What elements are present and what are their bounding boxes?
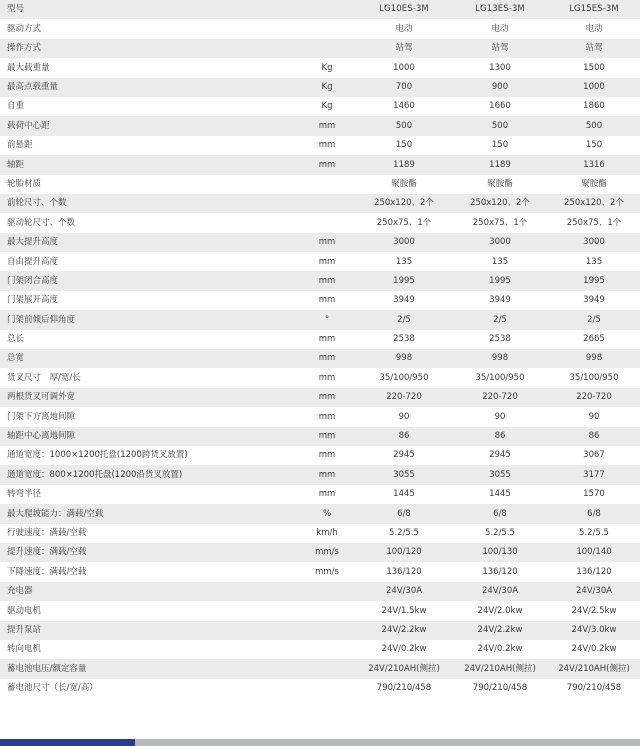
spec-label: 门架闭合高度 [0,271,298,290]
spec-row [0,175,640,194]
spec-unit [298,640,356,659]
spec-unit: mm [298,291,356,310]
spec-value: 3000 [452,233,548,252]
spec-value: 站驾 [548,39,640,58]
spec-row [0,562,640,581]
spec-value: 站驾 [452,39,548,58]
spec-value: 2538 [356,330,452,349]
spec-row [0,407,640,426]
spec-row [0,194,640,213]
spec-value: 500 [548,116,640,135]
spec-unit [298,39,356,58]
spec-label: 总宽 [0,349,298,368]
spec-value: 6/8 [452,504,548,523]
spec-label: 转向电机 [0,640,298,659]
spec-value: 998 [356,349,452,368]
spec-unit: mm [298,368,356,387]
spec-value: 150 [452,136,548,155]
spec-value: 24V/210AH(侧拉) [548,659,640,678]
spec-value: 1460 [356,97,452,116]
spec-unit: Kg [298,78,356,97]
spec-value: 100/130 [452,543,548,562]
spec-unit [298,194,356,213]
spec-value: 86 [548,427,640,446]
spec-label: 蓄电池尺寸（长/宽/高） [0,679,298,698]
spec-row [0,252,640,271]
spec-value: 3000 [356,233,452,252]
spec-value: 500 [356,116,452,135]
footer-accent-bar [0,739,135,746]
spec-value: 24V/0.2kw [356,640,452,659]
spec-value: 35/100/950 [548,368,640,387]
spec-row [0,621,640,640]
spec-unit [298,175,356,194]
spec-unit: mm/s [298,543,356,562]
spec-label: 操作方式 [0,39,298,58]
spec-label: 驱动轮尺寸、个数 [0,213,298,232]
spec-label: 前悬距 [0,136,298,155]
spec-value: 3177 [548,465,640,484]
spec-row [0,233,640,252]
spec-row [0,485,640,504]
spec-unit: mm [298,136,356,155]
spec-label: 门架前倾后仰角度 [0,310,298,329]
header-unit [298,0,356,19]
spec-value: 3000 [548,233,640,252]
spec-value: 24V/2.2kw [452,621,548,640]
spec-row [0,116,640,135]
spec-unit [298,679,356,698]
spec-value: 6/8 [548,504,640,523]
spec-value: 35/100/950 [356,368,452,387]
spec-value: 1300 [452,58,548,77]
spec-value: 24V/30A [548,582,640,601]
spec-row [0,640,640,659]
spec-row [0,97,640,116]
spec-value: 135 [452,252,548,271]
spec-value: 250x120、2个 [548,194,640,213]
spec-row [0,427,640,446]
spec-value: 136/120 [548,562,640,581]
spec-unit: mm [298,330,356,349]
spec-row [0,446,640,465]
spec-row [0,679,640,698]
spec-unit: mm [298,407,356,426]
spec-label: 通道宽度：800×1200托盘(1200沿货叉放置) [0,465,298,484]
spec-row [0,213,640,232]
spec-row [0,78,640,97]
spec-value: 3949 [356,291,452,310]
spec-label: 充电器 [0,582,298,601]
spec-unit: Kg [298,58,356,77]
spec-value: 24V/30A [356,582,452,601]
spec-row [0,310,640,329]
spec-value: 1000 [356,58,452,77]
spec-unit: km/h [298,524,356,543]
spec-value: 聚胺酯 [356,175,452,194]
spec-value: 电动 [452,19,548,38]
spec-value: 2945 [452,446,548,465]
spec-value: 5.2/5.5 [452,524,548,543]
spec-value: 998 [548,349,640,368]
spec-value: 1445 [452,485,548,504]
spec-value: 2538 [452,330,548,349]
spec-value: 2/5 [548,310,640,329]
spec-row [0,330,640,349]
spec-label: 两根货叉可调外宽 [0,388,298,407]
spec-value: 2/5 [452,310,548,329]
spec-label: 最大载重量 [0,58,298,77]
spec-value: 86 [356,427,452,446]
spec-unit: ° [298,310,356,329]
spec-value: 24V/1.5kw [356,601,452,620]
spec-unit: % [298,504,356,523]
spec-value: 6/8 [356,504,452,523]
spec-value: 250x120、2个 [452,194,548,213]
spec-label: 驱动方式 [0,19,298,38]
spec-value: 250x75、1个 [452,213,548,232]
spec-label: 自由提升高度 [0,252,298,271]
spec-row [0,349,640,368]
spec-label: 转弯半径 [0,485,298,504]
spec-value: 1860 [548,97,640,116]
spec-value: 150 [548,136,640,155]
spec-unit: mm [298,388,356,407]
spec-value: 24V/210AH(侧拉) [452,659,548,678]
spec-label: 轮胎材质 [0,175,298,194]
spec-row [0,136,640,155]
spec-value: 1995 [452,271,548,290]
spec-value: 250x120、2个 [356,194,452,213]
spec-value: 1995 [548,271,640,290]
spec-value: 3055 [356,465,452,484]
spec-unit [298,601,356,620]
spec-unit: mm [298,485,356,504]
spec-label: 最高点载重量 [0,78,298,97]
spec-value: 100/120 [356,543,452,562]
spec-row [0,271,640,290]
spec-unit: mm [298,427,356,446]
spec-unit [298,213,356,232]
spec-value: 5.2/5.5 [548,524,640,543]
spec-value: 1500 [548,58,640,77]
spec-value: 136/120 [356,562,452,581]
spec-value: 220-720 [548,388,640,407]
spec-row [0,39,640,58]
spec-value: 1660 [452,97,548,116]
spec-value: 1570 [548,485,640,504]
spec-row [0,659,640,678]
spec-label: 驱动电机 [0,601,298,620]
spec-value: 1000 [548,78,640,97]
spec-label: 蓄电池电压/额定容量 [0,659,298,678]
spec-unit: mm [298,446,356,465]
spec-value: 聚胺酯 [452,175,548,194]
spec-unit: mm [298,465,356,484]
spec-row [0,582,640,601]
spec-value: 24V/2.2kw [356,621,452,640]
spec-value: 24V/30A [452,582,548,601]
spec-unit: mm [298,271,356,290]
footer-bar [0,739,640,746]
spec-value: 24V/2.5kw [548,601,640,620]
spec-value: 24V/0.2kw [452,640,548,659]
spec-unit: mm [298,349,356,368]
spec-row [0,524,640,543]
spec-label: 自重 [0,97,298,116]
spec-unit: mm [298,155,356,174]
spec-value: 1189 [452,155,548,174]
spec-value: 1189 [356,155,452,174]
spec-value: 1995 [356,271,452,290]
spec-value: 1445 [356,485,452,504]
spec-value: 3949 [452,291,548,310]
spec-value: 2945 [356,446,452,465]
spec-value: 90 [356,407,452,426]
spec-unit [298,19,356,38]
spec-row [0,58,640,77]
spec-unit [298,659,356,678]
spec-value: 90 [452,407,548,426]
spec-label: 门架展开高度 [0,291,298,310]
spec-row [0,388,640,407]
spec-value: 900 [452,78,548,97]
spec-value: 24V/3.0kw [548,621,640,640]
spec-value: 700 [356,78,452,97]
spec-label: 通道宽度：1000×1200托盘(1200跨货叉放置) [0,446,298,465]
spec-unit [298,621,356,640]
spec-value: 500 [452,116,548,135]
spec-value: 2665 [548,330,640,349]
spec-unit: mm/s [298,562,356,581]
spec-value: 站驾 [356,39,452,58]
spec-unit: mm [298,233,356,252]
spec-value: 250x75、1个 [356,213,452,232]
spec-label: 轴距 [0,155,298,174]
spec-label: 最大提升高度 [0,233,298,252]
spec-row [0,368,640,387]
spec-row [0,465,640,484]
spec-value: 790/210/458 [548,679,640,698]
spec-label: 前轮尺寸、个数 [0,194,298,213]
spec-unit: mm [298,252,356,271]
spec-value: 90 [548,407,640,426]
spec-value: 1316 [548,155,640,174]
header-label: 型号 [0,0,298,19]
spec-value: 790/210/458 [452,679,548,698]
spec-value: 2/5 [356,310,452,329]
spec-value: 100/140 [548,543,640,562]
spec-label: 门架下方离地间隙 [0,407,298,426]
spec-label: 提升速度：满载/空载 [0,543,298,562]
spec-label: 提升泵站 [0,621,298,640]
header-row [0,0,640,19]
spec-unit: Kg [298,97,356,116]
spec-label: 总长 [0,330,298,349]
spec-value: 3949 [548,291,640,310]
spec-value: 3055 [452,465,548,484]
spec-row [0,155,640,174]
spec-value: 790/210/458 [356,679,452,698]
spec-unit: mm [298,116,356,135]
spec-value: 86 [452,427,548,446]
spec-value: 5.2/5.5 [356,524,452,543]
spec-row [0,291,640,310]
spec-value: 135 [548,252,640,271]
spec-unit [298,582,356,601]
spec-value: 150 [356,136,452,155]
spec-value: 998 [452,349,548,368]
spec-value: 24V/2.0kw [452,601,548,620]
spec-label: 下降速度：满载/空载 [0,562,298,581]
spec-label: 最大爬坡能力：满载/空载 [0,504,298,523]
spec-label: 行驶速度：满载/空载 [0,524,298,543]
spec-value: 135 [356,252,452,271]
spec-row [0,19,640,38]
spec-value: 24V/0.2kw [548,640,640,659]
spec-value: 电动 [356,19,452,38]
spec-value: 电动 [548,19,640,38]
spec-value: 220-720 [356,388,452,407]
spec-row [0,601,640,620]
spec-row [0,543,640,562]
spec-row [0,504,640,523]
spec-label: 载荷中心距 [0,116,298,135]
spec-value: 24V/210AH(侧拉) [356,659,452,678]
spec-value: 35/100/950 [452,368,548,387]
model-name: LG10ES-3M [356,0,452,19]
spec-value: 3067 [548,446,640,465]
model-name: LG13ES-3M [452,0,548,19]
spec-label: 轴距中心离地间隙 [0,427,298,446]
spec-value: 220-720 [452,388,548,407]
spec-value: 136/120 [452,562,548,581]
spec-label: 货叉尺寸 厚/宽/长 [0,368,298,387]
model-name: LG15ES-3M [548,0,640,19]
spec-value: 聚胺酯 [548,175,640,194]
spec-value: 250x75、1个 [548,213,640,232]
